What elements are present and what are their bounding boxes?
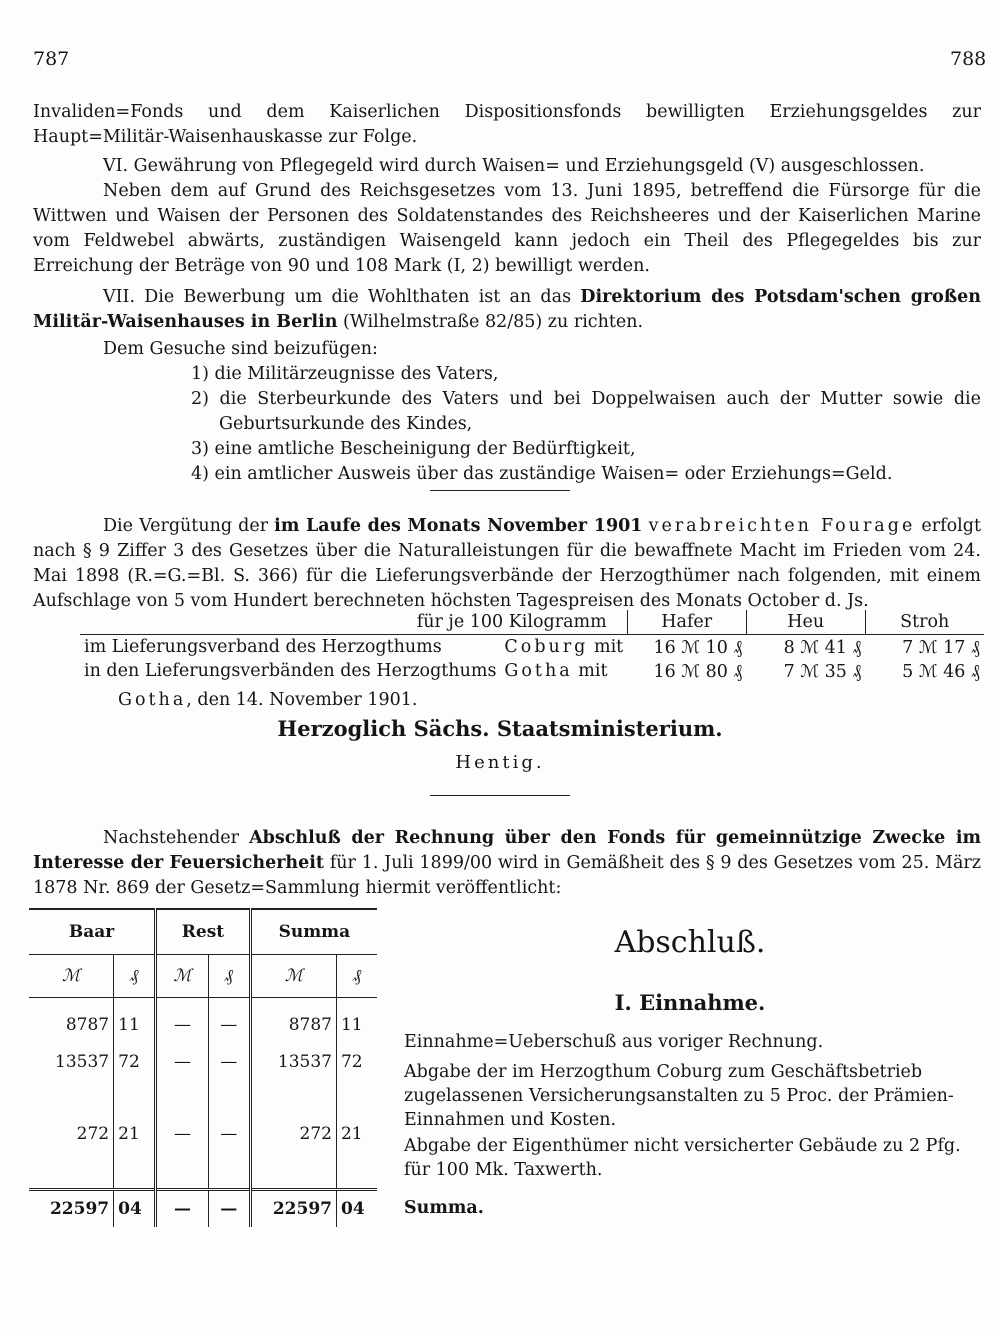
total-summa-pf: 04 xyxy=(336,1190,377,1228)
cell-rest-mark: — xyxy=(156,998,209,1052)
fee-row-label: im Lieferungsverband des Herzogthums xyxy=(84,637,442,657)
fee-hafer: 16 ℳ 80 ₰ xyxy=(653,661,743,682)
fourage-text-a: Die Vergütung der xyxy=(103,516,269,536)
unit-pfennig: ₰ xyxy=(208,955,250,998)
header-summa: Summa xyxy=(250,909,377,955)
cell-summa-pf: 21 xyxy=(336,1124,377,1190)
ministry-name: Herzoglich Sächs. Staatsministerium. xyxy=(277,716,723,741)
cell-summa-pf: 11 xyxy=(336,998,377,1052)
fee-place-name: Gotha xyxy=(504,661,573,681)
fee-row-place xyxy=(500,635,627,660)
cell-baar-mark: 272 xyxy=(76,1123,110,1144)
vii-directorate: Direktorium des Potsdam'schen großen Militär-Waisenhauses in Berlin xyxy=(33,287,981,332)
fourage-text-d: erfolgt nach § 9 Ziffer 3 des Gesetzes über die Naturalleistungen für die bewaffnete Macht im Frieden vom 24. Mai 1898 (R.=G.=Bl. S. 366) für die Lieferungsverbände der Herzogthümer nach folgenden, mit einem Aufschlage von 5 vom Hundert berechneten höchsten Tagespreisen des Monats October d. Js. xyxy=(33,516,981,611)
header-rest: Rest xyxy=(156,909,251,955)
cell-rest-pf: — xyxy=(208,1124,250,1190)
text-block-top xyxy=(33,100,981,487)
fee-place-name: Coburg xyxy=(504,637,589,657)
fee-stroh: 7 ℳ 17 ₰ xyxy=(902,637,980,658)
section-divider xyxy=(430,490,570,491)
attachments-list xyxy=(33,362,981,487)
einnahme-item: Einnahme=Ueberschuß aus voriger Rechnung. xyxy=(404,1032,824,1052)
unit-mark: ℳ xyxy=(156,955,209,998)
fourage-block xyxy=(33,514,981,614)
fee-place-mit: mit xyxy=(578,661,608,681)
accounts-row xyxy=(29,1124,377,1190)
cell-baar-mark: 8787 xyxy=(65,1014,110,1035)
cell-summa-mark: 13537 xyxy=(250,1052,336,1124)
fee-stroh: 5 ℳ 46 ₰ xyxy=(902,661,980,682)
intro-fund-name: Abschluß der Rechnung über den Fonds für gemeinnützige Zwecke im Interesse der Feuersicherheit xyxy=(33,828,981,873)
place-date xyxy=(118,688,618,713)
total-baar-mark: 22597 xyxy=(29,1190,114,1228)
fee-row-gotha xyxy=(80,659,984,683)
fee-hafer: 16 ℳ 10 ₰ xyxy=(653,637,743,658)
attachment-item: 4) ein amtlicher Ausweis über das zuständige Waisen= oder Erziehungs=Geld. xyxy=(191,464,893,484)
summa-label: Summa. xyxy=(404,1198,484,1218)
place-name: Gotha xyxy=(118,690,187,710)
cell-baar-pf: 21 xyxy=(114,1124,156,1190)
fee-heu: 8 ℳ 41 ₰ xyxy=(783,637,862,658)
abschluss-intro xyxy=(33,826,981,901)
fee-place-mit: mit xyxy=(593,637,624,657)
fee-table-header xyxy=(80,610,984,635)
cell-baar-pf: 11 xyxy=(114,998,156,1052)
intro-text-a: Nachstehender xyxy=(103,828,240,848)
accounts-unit-header xyxy=(29,955,377,998)
cell-summa-mark: 272 xyxy=(250,1124,336,1190)
fee-header-unit: für je 100 Kilogramm xyxy=(416,612,607,632)
fourage-period: im Laufe des Monats November 1901 xyxy=(274,516,643,536)
section-divider-2 xyxy=(430,795,570,796)
cell-rest-mark: — xyxy=(156,1124,209,1190)
total-rest-pf: — xyxy=(208,1190,250,1228)
attachment-item: 2) die Sterbeurkunde des Vaters und bei Doppelwaisen auch der Mutter sowie die Geburtsurkunde des Kindes, xyxy=(191,389,981,434)
attachment-item: 3) eine amtliche Bescheinigung der Bedürftigkeit, xyxy=(191,439,636,459)
accounts-total-row xyxy=(29,1190,377,1228)
vii-address: (Wilhelmstraße 82/85) zu richten. xyxy=(343,312,644,332)
abschluss-intro-block xyxy=(33,826,981,901)
paragraph-vi-2: Neben dem auf Grund des Reichsgesetzes vom 13. Juni 1895, betreffend die Fürsorge für die Wittwen und Waisen der Personen des Soldatenstandes des Reichsheeres und der Kaiserlichen Marine vom Feldwebel abwärts, zuständigen Waisengeld kann jedoch ein Theil des Pflegegeldes bis zur Erreichung der Beträge von 90 und 108 Mark (I, 2) bewilligt werden. xyxy=(33,181,981,276)
fee-row-coburg xyxy=(80,635,984,660)
cell-summa-mark: 8787 xyxy=(250,998,336,1052)
signature: Hentig. xyxy=(455,752,545,773)
header-baar: Baar xyxy=(29,909,156,955)
total-baar-pf: 04 xyxy=(114,1190,156,1228)
fourage-text-c: verabreichten Fourage xyxy=(648,516,916,536)
total-rest-mark: — xyxy=(156,1190,209,1228)
abschluss-title: Abschluß. xyxy=(614,925,766,960)
vii-text: VII. Die Bewerbung um die Wohlthaten ist an das xyxy=(103,287,572,307)
fee-row-place xyxy=(500,659,627,683)
unit-mark: ℳ xyxy=(29,955,114,998)
fourage-price-table xyxy=(80,610,984,683)
einnahme-item: Abgabe der Eigenthümer nicht versicherter Gebäude zu 2 Pfg. für 100 Mk. Taxwerth. xyxy=(404,1136,961,1180)
einnahme-heading: I. Einnahme. xyxy=(614,990,766,1015)
cell-rest-pf: — xyxy=(208,998,250,1052)
paragraph-vii xyxy=(33,285,981,335)
attachments-intro: Dem Gesuche sind beizufügen: xyxy=(103,339,378,359)
intro-text-c: für 1. Juli 1899/00 wird in Gemäßheit des § 9 des Gesetzes vom 25. März 1878 Nr. 869 der Gesetz=Sammlung hiermit veröffentlicht: xyxy=(33,853,981,898)
cell-summa-pf: 72 xyxy=(336,1052,377,1124)
cell-baar-mark: 13537 xyxy=(55,1051,110,1072)
accounts-row xyxy=(29,1052,377,1124)
date-text: , den 14. November 1901. xyxy=(186,690,418,710)
accounts-table xyxy=(29,908,377,1227)
accounts-row xyxy=(29,998,377,1052)
page-number-left: 787 xyxy=(33,48,70,70)
fee-row-label: in den Lieferungsverbänden des Herzogthums xyxy=(84,661,497,681)
fee-header-stroh: Stroh xyxy=(865,610,984,635)
attachment-item: 1) die Militärzeugnisse des Vaters, xyxy=(191,364,499,384)
cell-baar-pf: 72 xyxy=(114,1052,156,1124)
unit-mark: ℳ xyxy=(250,955,336,998)
cell-rest-mark: — xyxy=(156,1052,209,1124)
page-number-right: 788 xyxy=(950,48,987,70)
fourage-paragraph xyxy=(33,514,981,614)
unit-pfennig: ₰ xyxy=(336,955,377,998)
paragraph-vi: VI. Gewährung von Pflegegeld wird durch Waisen= und Erziehungsgeld (V) ausgeschlossen. xyxy=(103,156,925,176)
cell-rest-pf: — xyxy=(208,1052,250,1124)
total-summa-mark: 22597 xyxy=(250,1190,336,1228)
einnahme-item: Abgabe der im Herzogthum Coburg zum Geschäftsbetrieb zugelassenen Versicherungsanstalten zu 5 Proc. der Prämien-Einnahmen und Kosten. xyxy=(404,1062,954,1130)
accounts-group-header xyxy=(29,909,377,955)
paragraph-continuation: Invaliden=Fonds und dem Kaiserlichen Dispositionsfonds bewilligten Erziehungsgeldes zur Haupt=Militär-Waisenhauskasse zur Folge. xyxy=(33,102,981,147)
fee-heu: 7 ℳ 35 ₰ xyxy=(783,661,862,682)
fee-header-hafer: Hafer xyxy=(627,610,746,635)
unit-pfennig: ₰ xyxy=(114,955,156,998)
fee-header-heu: Heu xyxy=(746,610,865,635)
